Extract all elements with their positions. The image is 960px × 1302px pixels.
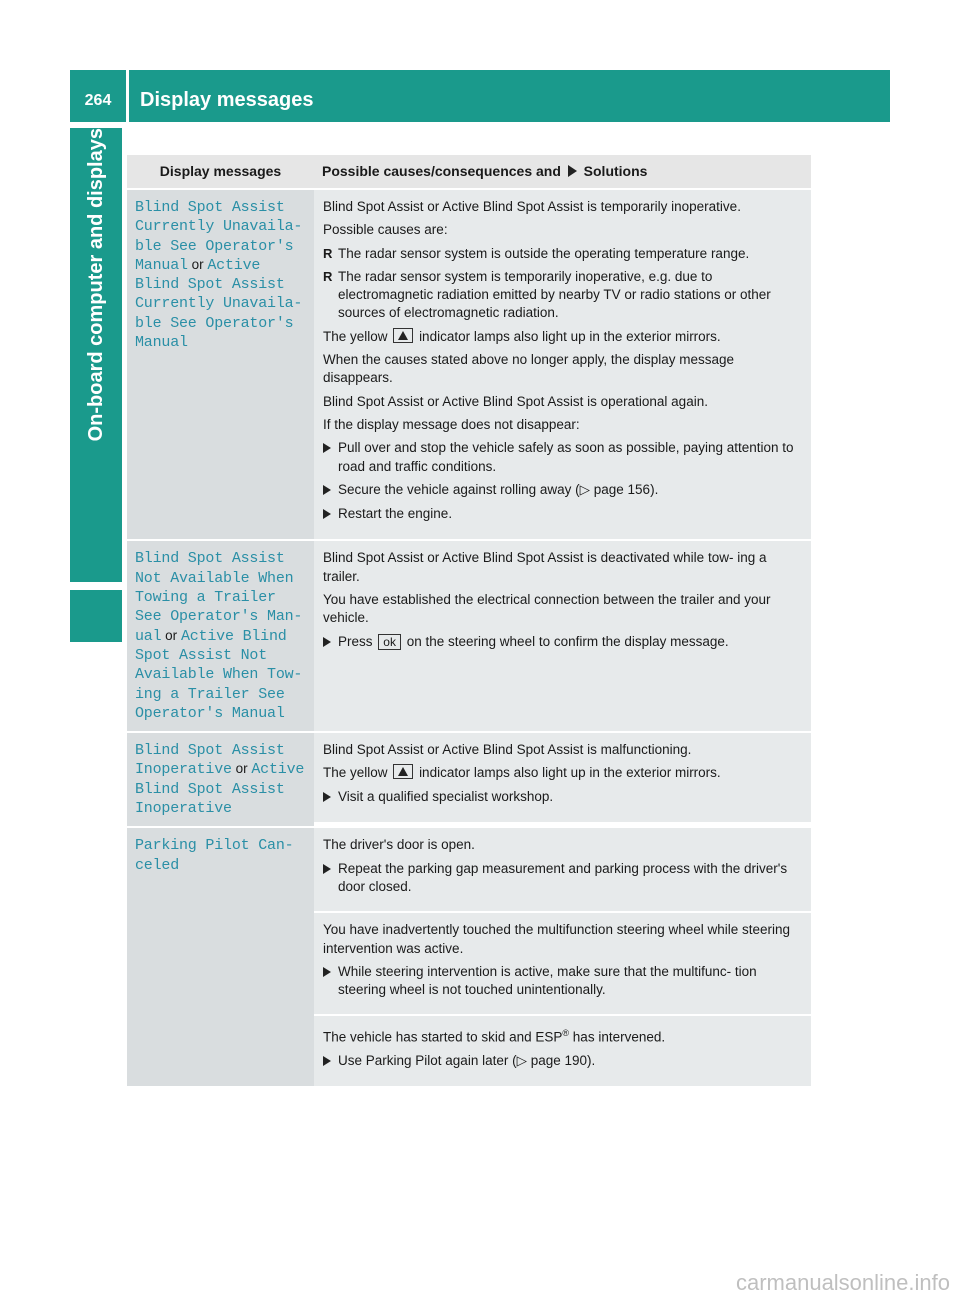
step-text: Secure the vehicle against rolling away (▷ page 156). <box>338 481 659 497</box>
paragraph: Blind Spot Assist or Active Blind Spot Assist is deactivated while tow‐ ing a trailer. <box>323 550 767 584</box>
message-cell <box>127 190 314 539</box>
paragraph: Blind Spot Assist or Active Blind Spot Assist is temporarily inoperative. <box>323 199 741 214</box>
paragraph-text: The vehicle has started to skid and ESP <box>323 1029 563 1045</box>
step-text: Use Parking Pilot again later (▷ page 190). <box>338 1053 596 1069</box>
step-text: While steering intervention is active, make sure that the multifunc‐ tion steering wheel is not touched unintentionally. <box>338 963 757 998</box>
solution-cell <box>314 733 811 826</box>
col-header-causes-text: Possible causes/consequences and <box>322 163 561 179</box>
step-arrow-icon <box>323 633 338 652</box>
table-row <box>127 541 811 733</box>
or-label: or <box>165 627 178 643</box>
step-item <box>323 788 803 807</box>
list-item-text: The radar sensor system is temporarily inoperative, e.g. due to electromagnetic radiation emitted by nearby TV or radio stations or other sources of electromagnetic radiation. <box>338 268 771 321</box>
display-message: Blind Spot Assist Currently Unavaila‐ ble See Operator's Manual <box>135 199 303 274</box>
solution-segment <box>314 913 811 1016</box>
list-item <box>323 268 803 323</box>
paragraph <box>323 328 803 346</box>
paragraph: Blind Spot Assist or Active Blind Spot Assist is operational again. <box>323 393 708 409</box>
watermark: carmanualsonline.info <box>735 1270 950 1295</box>
solution-cell <box>314 828 811 1086</box>
paragraph-text: indicator lamps also light up in the exterior mirrors. <box>419 765 721 781</box>
paragraph <box>323 764 803 782</box>
step-text: Restart the engine. <box>338 506 453 522</box>
step-arrow-icon <box>323 505 338 524</box>
solution-segment <box>314 828 811 913</box>
step-arrow-icon <box>323 1052 338 1071</box>
display-message: Active Blind Spot Assist Currently Unavaila‐ ble See Operator's Manual <box>135 256 303 352</box>
display-message: Blind Spot Assist Not Available When Towing a Trailer See Operator's Man‐ ual <box>135 550 303 645</box>
paragraph: If the display message does not disappear: <box>323 416 580 432</box>
solution-segment <box>314 190 811 539</box>
step-item <box>323 860 803 897</box>
paragraph-text: has intervened. <box>572 1029 666 1045</box>
step-arrow-icon <box>323 481 338 500</box>
step-text: Visit a qualified specialist workshop. <box>338 788 554 804</box>
header-divider <box>126 70 129 122</box>
step-text <box>338 633 729 652</box>
paragraph-text: The yellow <box>323 765 388 781</box>
side-marker <box>70 590 122 642</box>
paragraph: Blind Spot Assist or Active Blind Spot Assist is malfunctioning. <box>323 742 692 758</box>
display-message: Parking Pilot Can‐ celed <box>135 837 294 874</box>
step-arrow-icon <box>323 439 338 476</box>
solution-segment <box>314 541 811 666</box>
page-title: Display messages <box>140 89 314 111</box>
step-arrow-icon <box>323 860 338 897</box>
step-text: Repeat the parking gap measurement and parking process with the driver's door closed. <box>338 860 788 894</box>
step-arrow-icon <box>323 963 338 1000</box>
step-text-part: Press <box>338 633 373 649</box>
page-number: 264 <box>84 92 112 109</box>
ok-button-icon: ok <box>378 634 401 650</box>
step-item <box>323 481 803 500</box>
paragraph: When the causes stated above no longer apply, the display message disappears. <box>323 352 735 386</box>
step-item <box>323 439 803 476</box>
table-row <box>127 190 811 541</box>
step-item <box>323 1052 803 1071</box>
message-cell <box>127 541 314 731</box>
paragraph: You have established the electrical connection between the trailer and your vehicle. <box>323 592 771 626</box>
play-icon <box>568 165 577 177</box>
warning-lamp-icon <box>393 328 413 343</box>
step-item <box>323 963 803 1000</box>
display-message: Active Blind Spot Assist Not Available When Tow‐ ing a Trailer See Operator's Manual <box>135 627 303 722</box>
solution-cell <box>314 541 811 731</box>
side-tab-label: On-board computer and displays <box>85 128 107 442</box>
or-label: or <box>191 256 204 272</box>
paragraph: You have inadvertently touched the multifunction steering wheel while steering intervention was active. <box>323 922 791 956</box>
list-item-text: The radar sensor system is outside the operating temperature range. <box>338 245 750 261</box>
paragraph <box>323 1024 803 1047</box>
list-item <box>323 245 803 263</box>
registered-mark: ® <box>562 1028 570 1039</box>
step-item <box>323 505 803 524</box>
step-arrow-icon <box>323 788 338 807</box>
message-cell <box>127 733 314 826</box>
col-header-solutions-text: Solutions <box>583 163 648 179</box>
message-cell <box>127 828 314 1086</box>
table-row <box>127 828 811 1088</box>
display-message: Active Blind Spot Assist Inoperative <box>135 761 305 818</box>
display-message: Blind Spot Assist Inoperative <box>135 742 285 779</box>
messages-table <box>127 155 811 1088</box>
table-row <box>127 733 811 828</box>
col-header-messages: Display messages <box>159 163 282 179</box>
paragraph: The driver's door is open. <box>323 837 475 853</box>
solution-cell <box>314 190 811 539</box>
warning-lamp-icon <box>393 764 413 779</box>
table-header <box>127 155 811 190</box>
solution-segment <box>314 1016 811 1086</box>
paragraph-text: indicator lamps also light up in the exterior mirrors. <box>419 328 721 344</box>
or-label: or <box>235 761 248 777</box>
step-item <box>323 633 803 652</box>
bullet-icon: R <box>323 268 333 284</box>
col-header-causes <box>314 155 811 188</box>
solution-segment <box>314 733 811 822</box>
bullet-icon: R <box>323 245 333 261</box>
paragraph: Possible causes are: <box>323 222 448 238</box>
paragraph-text: The yellow <box>323 328 388 344</box>
step-text-part: on the steering wheel to confirm the display message. <box>406 633 729 649</box>
step-text: Pull over and stop the vehicle safely as soon as possible, paying attention to road and traffic conditions. <box>338 440 794 474</box>
side-tab <box>70 128 122 582</box>
